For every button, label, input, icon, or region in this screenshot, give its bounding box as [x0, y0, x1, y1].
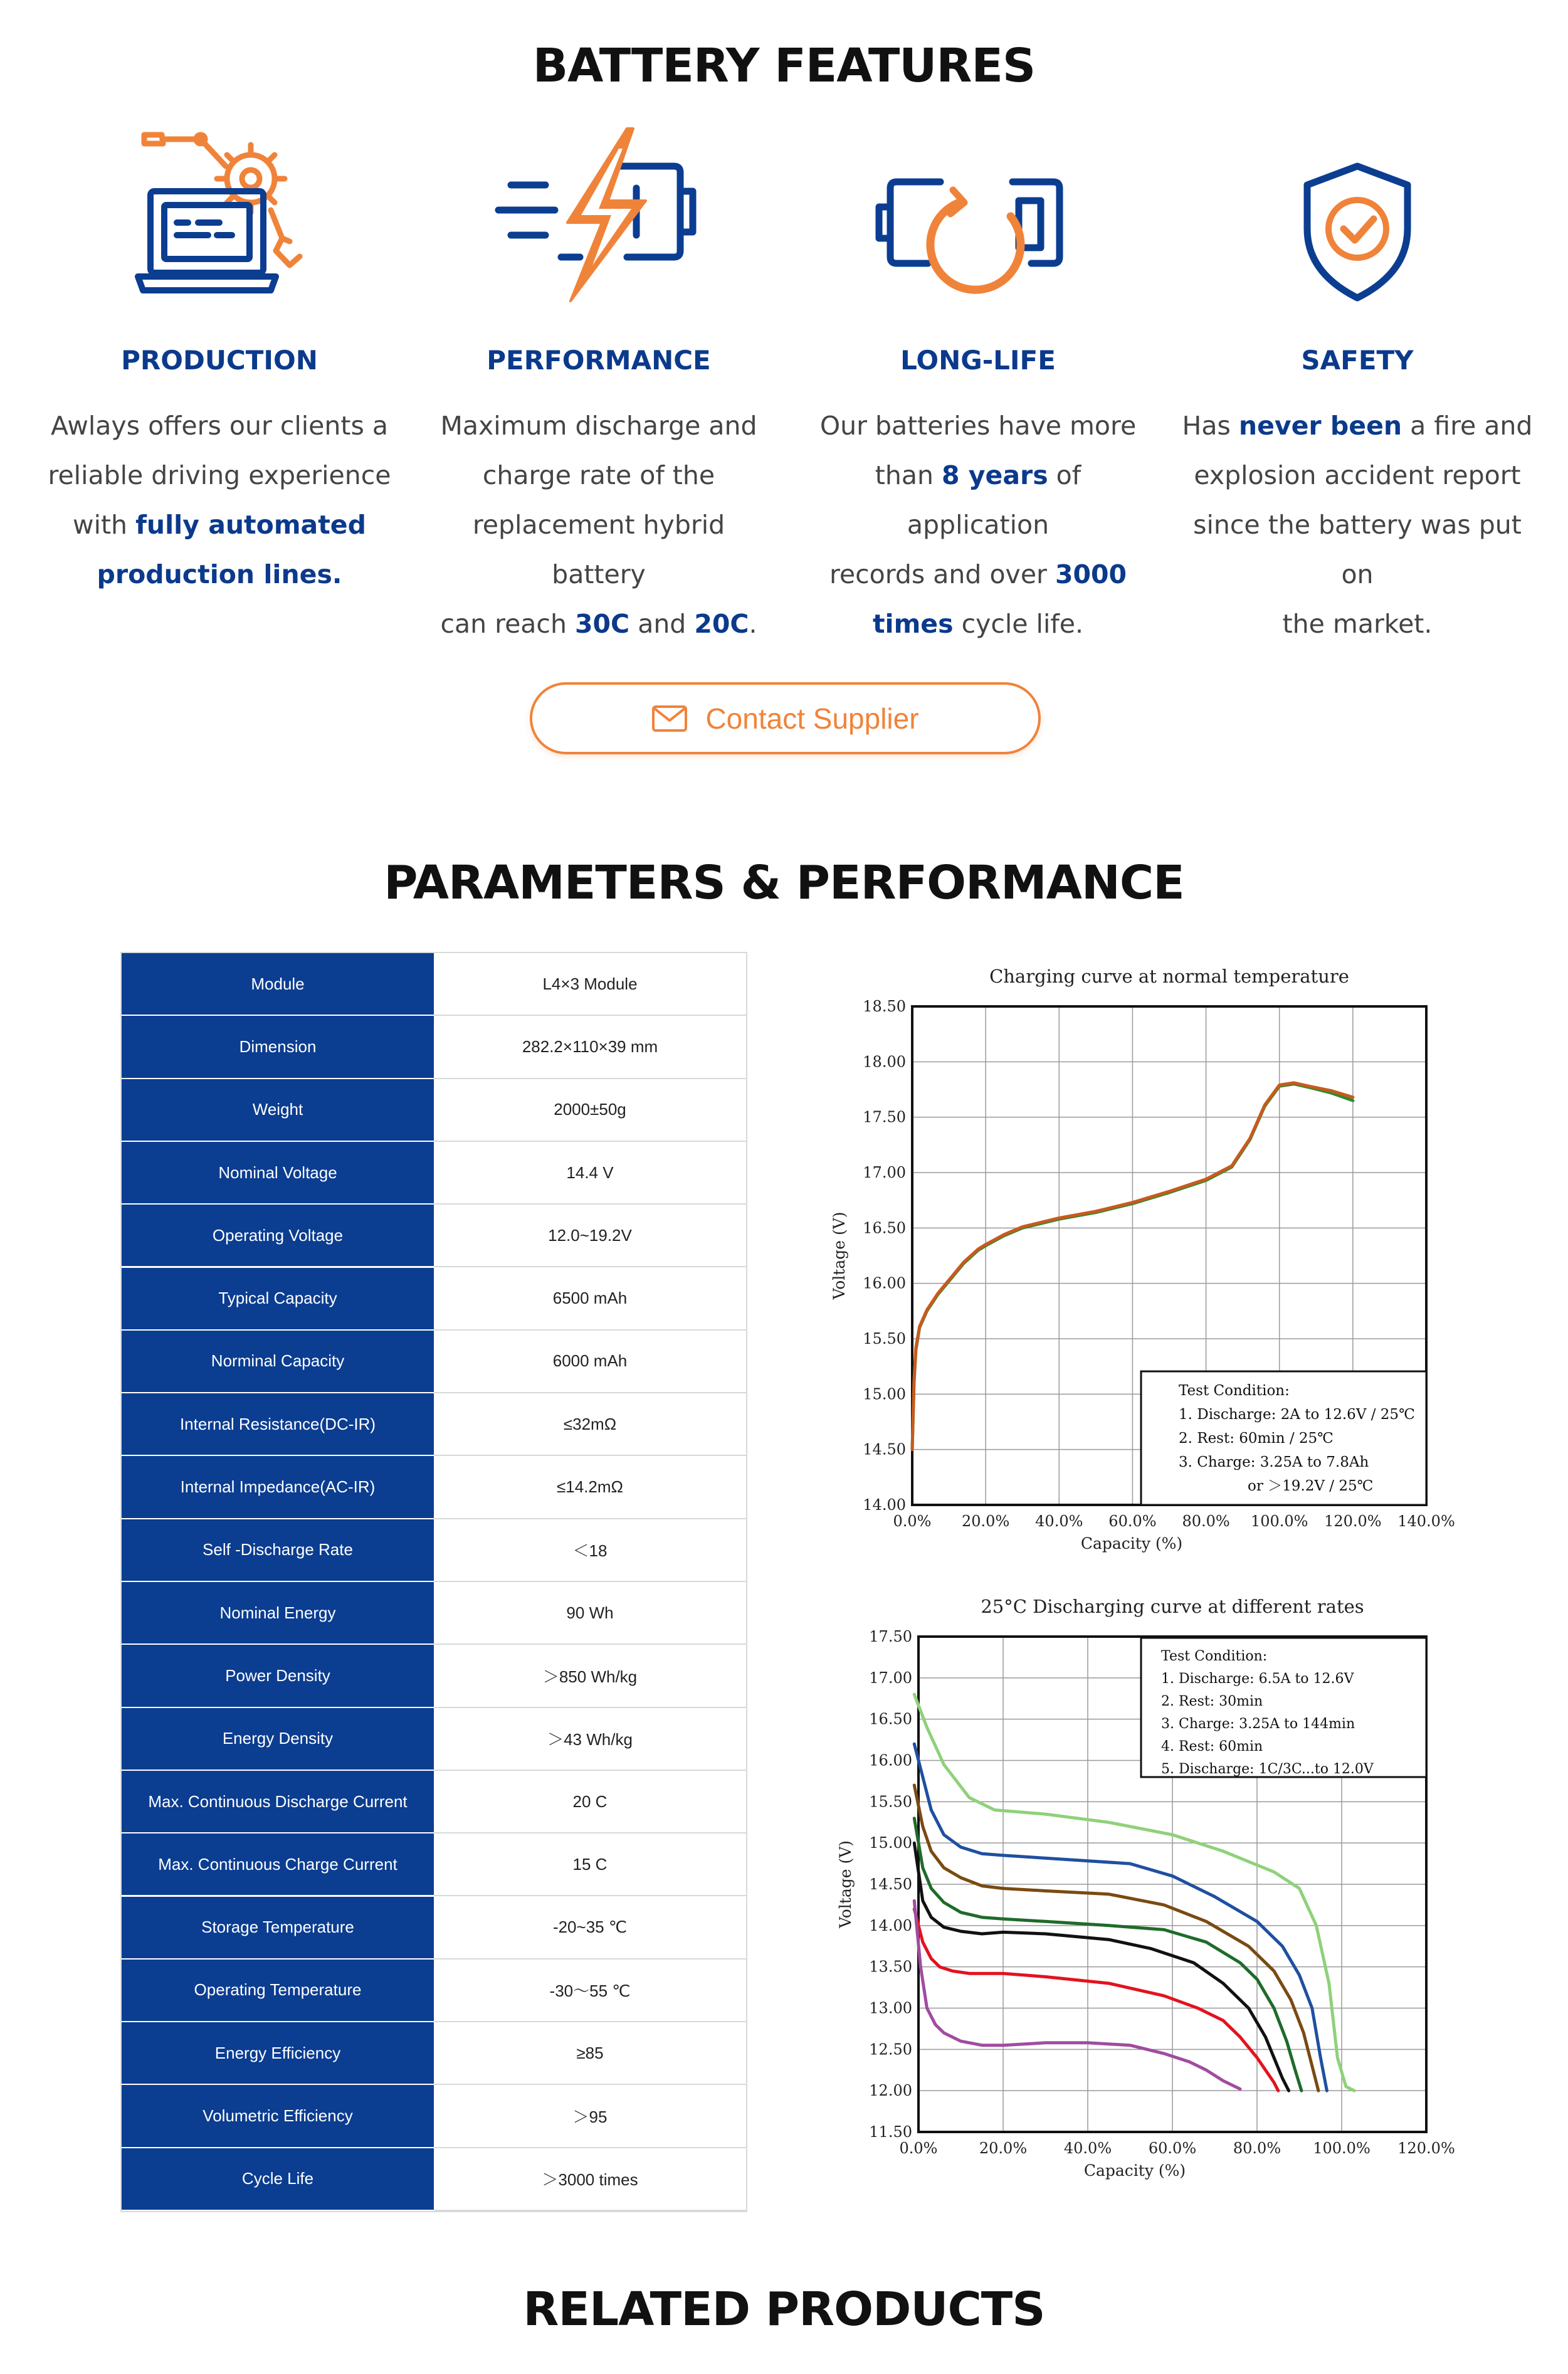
param-name: Dimension: [122, 1016, 434, 1079]
feature-desc-line: [802, 451, 1154, 550]
param-name: Nominal Energy: [122, 1582, 434, 1645]
feature-title: PERFORMANCE: [487, 345, 711, 376]
feature-desc-line: [802, 550, 1154, 599]
param-value: 15 C: [434, 1833, 746, 1896]
series-line-rate-6: [914, 1909, 1278, 2091]
feature-desc-text: Has: [1182, 411, 1239, 441]
param-name: Max. Continuous Charge Current: [122, 1833, 434, 1896]
feature-title: LONG-LIFE: [900, 345, 1056, 376]
feature-desc-text: .: [749, 609, 757, 639]
feature-desc-text: with: [73, 510, 136, 540]
param-name: Self -Discharge Rate: [122, 1519, 434, 1582]
mail-icon: [651, 705, 688, 732]
x-tick-label: 100.0%: [1250, 1512, 1308, 1530]
feature-desc-highlight: times: [872, 609, 954, 639]
feature-desc-text: than: [875, 460, 942, 490]
y-tick-label: 14.00: [863, 1496, 906, 1514]
table-row: [122, 1960, 746, 2022]
legend-title: Test Condition:: [1161, 1649, 1268, 1664]
feature-desc-text: the market.: [1282, 609, 1433, 639]
feature-desc-line: [44, 550, 395, 599]
table-row: [122, 1142, 746, 1205]
param-name: Internal Resistance(DC-IR): [122, 1393, 434, 1456]
feature-desc-line: [802, 401, 1154, 451]
x-tick-label: 140.0%: [1397, 1512, 1455, 1530]
feature-desc-text: Our batteries have more: [819, 411, 1137, 441]
feature-desc-line: [44, 451, 395, 500]
legend-line: 4. Rest: 60min: [1161, 1739, 1263, 1754]
chart-title: 25°C Discharging curve at different rates: [981, 1596, 1364, 1617]
charging-chart: [815, 950, 1480, 1574]
discharging-chart: [815, 1580, 1480, 2210]
table-row: [122, 1456, 746, 1519]
table-row: [122, 2085, 746, 2148]
legend-line: 1. Discharge: 2A to 12.6V / 25℃: [1179, 1406, 1415, 1423]
y-axis-label: Voltage (V): [830, 1211, 848, 1300]
param-value: 12.0~19.2V: [434, 1205, 746, 1267]
x-tick-label: 100.0%: [1313, 2139, 1371, 2157]
y-tick-label: 16.00: [863, 1274, 906, 1292]
param-value: -20~35 ℃: [434, 1897, 746, 1960]
y-tick-label: 17.50: [869, 1628, 912, 1645]
feature-desc-line: [1182, 500, 1533, 599]
y-tick-label: 15.00: [869, 1834, 912, 1852]
feature-desc-highlight: 20C: [694, 609, 749, 639]
table-row: [122, 1079, 746, 1142]
feature-production: [38, 122, 401, 599]
feature-desc-text: replacement hybrid battery: [472, 510, 725, 589]
table-row: [122, 1645, 746, 1707]
feature-desc-line: [1182, 599, 1533, 649]
param-value: ≥85: [434, 2022, 746, 2085]
param-value: 6500 mAh: [434, 1268, 746, 1331]
y-tick-label: 15.00: [863, 1385, 906, 1403]
feature-desc: [423, 401, 774, 649]
feature-desc-text: and: [629, 609, 695, 639]
feature-desc-text: can reach: [440, 609, 575, 639]
y-tick-label: 13.50: [869, 1958, 912, 1976]
param-name: Energy Density: [122, 1708, 434, 1771]
series-line-rate-7: [914, 1901, 1240, 2089]
y-tick-label: 13.00: [869, 1999, 912, 2017]
x-tick-label: 80.0%: [1233, 2139, 1281, 2157]
param-name: Volumetric Efficiency: [122, 2085, 434, 2148]
x-tick-label: 40.0%: [1035, 1512, 1083, 1530]
x-tick-label: 0.0%: [893, 1512, 932, 1530]
y-tick-label: 17.50: [863, 1108, 906, 1126]
param-name: Power Density: [122, 1645, 434, 1707]
feature-desc-text: Awlays offers our clients a: [51, 411, 388, 441]
param-value: ＜18: [434, 1519, 746, 1582]
x-axis-label: Capacity (%): [1083, 2161, 1186, 2180]
y-tick-label: 12.50: [869, 2040, 912, 2059]
feature-desc: [802, 401, 1154, 649]
param-name: Max. Continuous Discharge Current: [122, 1771, 434, 1833]
contact-supplier-label: Contact Supplier: [705, 702, 919, 735]
features-title: BATTERY FEATURES: [532, 39, 1036, 93]
feature-desc: [44, 401, 395, 599]
feature-desc-text: since the battery was put on: [1193, 510, 1522, 589]
chart-title: Charging curve at normal temperature: [989, 966, 1349, 987]
param-value: 282.2×110×39 mm: [434, 1016, 746, 1079]
legend-line: 3. Charge: 3.25A to 144min: [1161, 1716, 1355, 1732]
x-tick-label: 80.0%: [1182, 1512, 1230, 1530]
feature-desc-highlight: 3000: [1055, 559, 1127, 589]
features-grid: [38, 122, 1542, 639]
param-value: ＞95: [434, 2085, 746, 2148]
y-tick-label: 15.50: [863, 1330, 906, 1348]
table-row: [122, 1833, 746, 1896]
feature-desc-text: cycle life.: [953, 609, 1084, 639]
feature-desc-line: [802, 599, 1154, 649]
y-tick-label: 16.50: [863, 1219, 906, 1237]
legend-line: 2. Rest: 60min / 25℃: [1179, 1430, 1334, 1447]
feature-desc-line: [1182, 401, 1533, 451]
table-row: [122, 1331, 746, 1393]
param-value: ≤14.2mΩ: [434, 1456, 746, 1519]
legend-line: 1. Discharge: 6.5A to 12.6V: [1161, 1671, 1354, 1687]
param-value: 90 Wh: [434, 1582, 746, 1645]
y-tick-label: 14.50: [863, 1440, 906, 1459]
param-name: Internal Impedance(AC-IR): [122, 1456, 434, 1519]
lightning-battery-icon: [417, 122, 781, 329]
param-name: Weight: [122, 1079, 434, 1142]
feature-desc-line: [423, 401, 774, 451]
feature-desc-highlight: 8 years: [942, 460, 1048, 490]
y-tick-label: 17.00: [863, 1164, 906, 1181]
param-name: Cycle Life: [122, 2148, 434, 2211]
feature-desc-highlight: never been: [1238, 411, 1402, 441]
table-row: [122, 1771, 746, 1833]
x-tick-label: 20.0%: [979, 2139, 1028, 2157]
table-row: [122, 1519, 746, 1582]
param-value: L4×3 Module: [434, 953, 746, 1016]
param-name: Energy Efficiency: [122, 2022, 434, 2085]
param-name: Operating Temperature: [122, 1960, 434, 2022]
param-value: ＞3000 times: [434, 2148, 746, 2211]
param-value: ＞43 Wh/kg: [434, 1708, 746, 1771]
feature-desc-text: explosion accident report: [1194, 460, 1521, 490]
param-name: Norminal Capacity: [122, 1331, 434, 1393]
param-value: -30～55 ℃: [434, 1960, 746, 2022]
legend: [1141, 1638, 1426, 1777]
x-tick-label: 60.0%: [1148, 2139, 1197, 2157]
feature-desc-text: charge rate of the: [482, 460, 715, 490]
feature-desc-line: [423, 599, 774, 649]
feature-desc-line: [44, 401, 395, 451]
legend-line: 2. Rest: 30min: [1161, 1694, 1263, 1709]
x-axis-label: Capacity (%): [1080, 1534, 1183, 1553]
param-name: Module: [122, 953, 434, 1016]
param-value: 20 C: [434, 1771, 746, 1833]
feature-desc-line: [423, 451, 774, 500]
param-name: Nominal Voltage: [122, 1142, 434, 1205]
y-tick-label: 18.00: [863, 1053, 906, 1071]
feature-desc-text: records and over: [829, 559, 1055, 589]
legend-line: or ＞19.2V / 25℃: [1248, 1478, 1374, 1494]
feature-desc-line: [423, 500, 774, 599]
feature-desc-text: of application: [907, 460, 1081, 540]
param-value: 2000±50g: [434, 1079, 746, 1142]
x-tick-label: 40.0%: [1063, 2139, 1112, 2157]
param-value: 6000 mAh: [434, 1331, 746, 1393]
feature-desc-highlight: fully automated: [135, 510, 366, 540]
table-row: [122, 1897, 746, 1960]
param-name: Operating Voltage: [122, 1205, 434, 1267]
param-value: ≤32mΩ: [434, 1393, 746, 1456]
x-tick-label: 0.0%: [899, 2139, 938, 2157]
legend-line: 3. Charge: 3.25A to 7.8Ah: [1179, 1454, 1369, 1470]
laptop-gear-icon: [38, 122, 401, 329]
feature-desc: [1182, 401, 1533, 649]
feature-desc-text: Maximum discharge and: [440, 411, 757, 441]
y-tick-label: 12.00: [869, 2082, 912, 2100]
feature-desc-highlight: production lines.: [97, 559, 342, 589]
y-tick-label: 15.50: [869, 1793, 912, 1811]
table-row: [122, 2148, 746, 2211]
param-value: 14.4 V: [434, 1142, 746, 1205]
y-tick-label: 18.50: [863, 998, 906, 1015]
feature-title: PRODUCTION: [121, 345, 318, 376]
feature-desc-text: reliable driving experience: [48, 460, 391, 490]
feature-desc-text: a fire and: [1402, 411, 1533, 441]
x-tick-label: 20.0%: [962, 1512, 1010, 1530]
related-products-title: RELATED PRODUCTS: [523, 2282, 1045, 2336]
x-tick-label: 120.0%: [1397, 2139, 1455, 2157]
x-tick-label: 120.0%: [1324, 1512, 1382, 1530]
battery-cycle-icon: [796, 122, 1160, 329]
x-tick-label: 60.0%: [1108, 1512, 1157, 1530]
table-row: [122, 1016, 746, 1079]
params-title: PARAMETERS & PERFORMANCE: [384, 856, 1184, 910]
legend: [1141, 1371, 1426, 1505]
table-row: [122, 2022, 746, 2085]
feature-performance: [417, 122, 781, 639]
param-value: ＞850 Wh/kg: [434, 1645, 746, 1707]
feature-safety: [1176, 122, 1539, 639]
feature-desc-line: [44, 500, 395, 550]
y-tick-label: 16.50: [869, 1710, 912, 1728]
param-name: Typical Capacity: [122, 1268, 434, 1331]
shield-check-icon: [1176, 122, 1539, 329]
legend-title: Test Condition:: [1179, 1383, 1290, 1399]
feature-title: SAFETY: [1301, 345, 1414, 376]
table-row: [122, 1393, 746, 1456]
param-name: Storage Temperature: [122, 1897, 434, 1960]
y-axis-label: Voltage (V): [836, 1840, 855, 1929]
y-tick-label: 16.00: [869, 1751, 912, 1770]
contact-supplier-button[interactable]: [530, 682, 1041, 754]
table-row: [122, 1582, 746, 1645]
table-row: [122, 1708, 746, 1771]
table-row: [122, 953, 746, 1016]
y-tick-label: 14.00: [869, 1916, 912, 1934]
feature-desc-line: [1182, 451, 1533, 500]
y-tick-label: 17.00: [869, 1669, 912, 1687]
legend-line: 5. Discharge: 1C/3C...to 12.0V: [1161, 1761, 1374, 1777]
feature-long-life: [796, 122, 1160, 639]
y-tick-label: 14.50: [869, 1875, 912, 1893]
parameters-table: [120, 952, 747, 2212]
table-row: [122, 1205, 746, 1267]
feature-desc-highlight: 30C: [575, 609, 630, 639]
table-row: [122, 1268, 746, 1331]
y-tick-label: 11.50: [869, 2123, 912, 2141]
